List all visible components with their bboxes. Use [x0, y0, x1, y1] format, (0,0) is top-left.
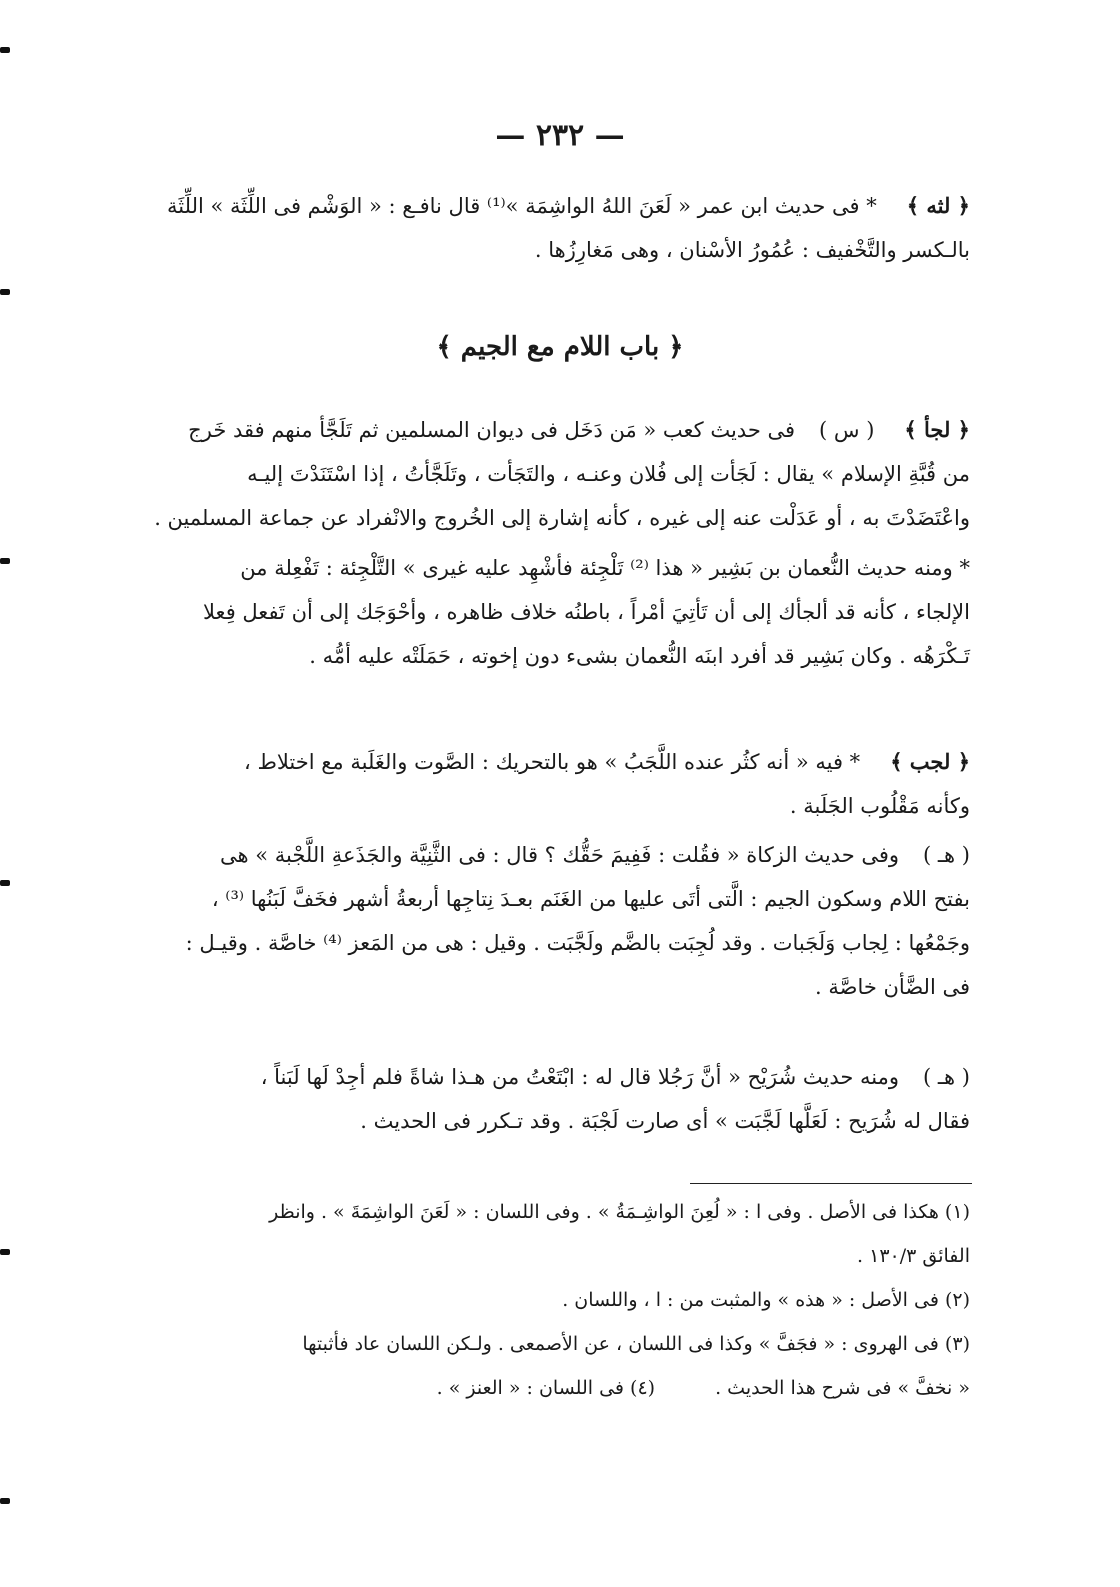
- entry-lajab-zakat: [150, 833, 970, 1009]
- paragraph: [150, 1055, 970, 1099]
- entry-headword: ﴿ لثه ﴾: [906, 193, 970, 218]
- text-line: فى حديث كعب « مَن دَخَل فى ديوان المسلمين ثم تَلَجَّأ منهم فقد خَرج: [188, 418, 796, 442]
- entry-laja: [150, 408, 970, 678]
- text-line: فى الضَّأن خاصَّة .: [815, 975, 970, 999]
- section-title: ﴿ باب اللام مع الجيم ﴾: [436, 332, 684, 362]
- entry-headword: ﴿ لجب ﴾: [890, 749, 970, 774]
- footnotes: [140, 1190, 970, 1410]
- source-marker: ( س ): [819, 418, 875, 442]
- footnote-3-continued: « نخفَّ » فى شرح هذا الحديث .: [715, 1377, 970, 1399]
- footnote-2: (٢) فى الأصل : « هذه » والمثبت من : ا ، واللسان .: [562, 1289, 970, 1311]
- text-line: وكأنه مَقْلُوب الجَلَبة .: [789, 794, 970, 818]
- margin-mark: [0, 558, 10, 564]
- paragraph: [150, 184, 970, 228]
- text-line: * فى حديث ابن عمر « لَعَنَ اللهُ الواشِمَة »⁽¹⁾ قال نافـع : « الوَشْم فى اللِّثَة » اللِّثَة: [167, 194, 877, 218]
- margin-mark: [0, 289, 10, 295]
- text-line: وفى حديث الزكاة « فقُلت : فَفِيمَ حَقُّك ؟ قال : فى الثَّنِيَّة والجَذَعةِ اللَّجْبة » هى: [219, 843, 900, 867]
- entry-lathah: [150, 184, 970, 272]
- paragraph: [150, 833, 970, 877]
- paragraph: [150, 740, 970, 784]
- page-number: — ٢٣٢ —: [495, 118, 625, 153]
- footnote-1: (١) هكذا فى الأصل . وفى ا : « لُعِنَ الواشِـمَةُ » . وفى اللسان : « لَعَنَ الواشِمَةَ » . وانظر: [269, 1201, 970, 1223]
- footnote-1-continued: الفائق ١٣٠/٣ .: [857, 1245, 970, 1267]
- text-line: وجَمْعُها : لِجاب وَلَجَبات . وقد لُجِبَت بالضَّم ولَجَّبَت . وقيل : هى من المَعز ⁽⁴⁾ خاصَّة . وقيـل :: [185, 931, 970, 955]
- footnote-4: (٤) فى اللسان : « العنز » .: [436, 1377, 656, 1399]
- text-line: الإلجاء ، كأنه قد ألجأك إلى أن تَأتِيَ أمْراً ، باطنُه خلاف ظاهره ، وأحْوَجَك إلى أن تَفعل فِعلا: [203, 600, 970, 624]
- entry-lajab-shurayh: [150, 1055, 970, 1143]
- text-line: من قُبَّةِ الإسلام » يقال : لَجَأت إلى فُلان وعنـه ، والتَجَأت ، وتَلَجَّأتُ ، إذا اسْتَنَدْتَ إليـه: [247, 462, 970, 486]
- text-line: بفتح اللام وسكون الجيم : الَّتى أتَى عليها من الغَنَم بعـدَ نِتاجِها أربعةُ أشهر فخَفَّ لَبَنُها ⁽³⁾ ،: [211, 887, 970, 911]
- source-marker: ( هـ ): [923, 843, 970, 867]
- source-marker: ( هـ ): [923, 1065, 970, 1089]
- margin-mark: [0, 1249, 10, 1255]
- margin-mark: [0, 880, 10, 886]
- footnote-3: (٣) فى الهروى : « فجَفَّ » وكذا فى اللسان ، عن الأصمعى . ولـكن اللسان عاد فأثبتها: [302, 1333, 970, 1355]
- text-line: فقال له شُرَيح : لَعَلَّها لَجَّبَت » أى صارت لَجْبَة . وقد تـكرر فى الحديث .: [360, 1109, 970, 1133]
- text-line: واعْتَضَدْتَ به ، أو عَدَلْت عنه إلى غيره ، كأنه إشارة إلى الخُروج والانْفراد عن جماعة المسلمين .: [154, 506, 970, 530]
- margin-mark: [0, 47, 10, 53]
- entry-headword: ﴿ لجأ ﴾: [904, 417, 970, 442]
- text-line: تَـكْرَهُه . وكان بَشِير قد أفرد ابنَه النُّعمان بشىء دون إخوته ، حَمَلَتْه عليه أمُّه .: [309, 644, 970, 668]
- footnote-divider: [690, 1183, 972, 1184]
- paragraph: [150, 408, 970, 452]
- text-line: بالـكسر والتَّخْفيف : عُمُورُ الأسْنان ، وهى مَغارِزُها .: [534, 238, 970, 262]
- entry-lajab: [150, 740, 970, 828]
- footnote-3-and-4: [140, 1366, 970, 1410]
- margin-mark: [0, 1498, 10, 1504]
- text-line: ومنه حديث شُرَيْح « أنَّ رَجُلا قال له : ابْتَعْتُ من هـذا شاةً فلم أجِدْ لَها لَبَناً ،: [260, 1065, 900, 1089]
- text-line: * ومنه حديث النُّعمان بن بَشِير « هذا ⁽²⁾ تَلْجِئة فأشْهِد عليه غيرى » التَّلْجِئة : تَفْعِلة من: [240, 556, 970, 580]
- text-line: * فيه « أنه كثُر عنده اللَّجَبُ » هو بالتحريك : الصَّوت والغَلَبة مع اختلاط ،: [244, 750, 861, 774]
